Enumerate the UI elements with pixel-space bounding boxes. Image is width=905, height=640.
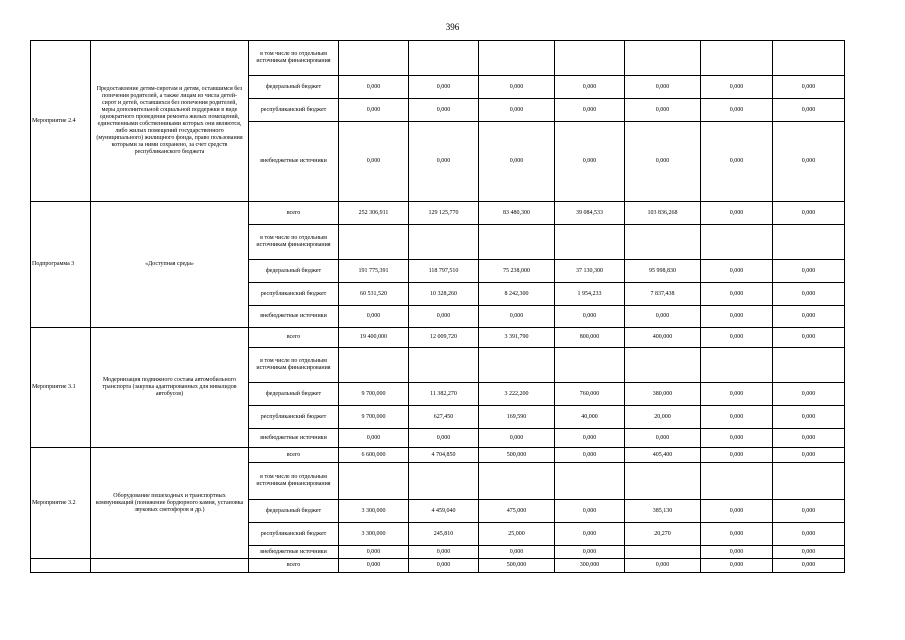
- amount-cell: 475,000: [479, 500, 555, 523]
- table-row: [31, 328, 845, 348]
- table-row: [31, 202, 845, 225]
- amount-cell: 0,000: [479, 429, 555, 448]
- amount-cell: 12 009,720: [409, 328, 479, 348]
- amount-cell: 0,000: [479, 306, 555, 328]
- amount-cell: 129 125,770: [409, 202, 479, 225]
- funding-source: федеральный бюджет: [249, 500, 339, 523]
- funding-source: внебюджетные источники: [249, 429, 339, 448]
- funding-source: республиканский бюджет: [249, 406, 339, 429]
- amount-cell: [339, 348, 409, 383]
- table-row: [31, 559, 845, 573]
- amount-cell: 0,000: [625, 122, 701, 202]
- amount-cell: 0,000: [479, 546, 555, 559]
- amount-cell: 83 480,300: [479, 202, 555, 225]
- amount-cell: [479, 463, 555, 500]
- amount-cell: 0,000: [701, 523, 773, 546]
- amount-cell: 0,000: [409, 306, 479, 328]
- amount-cell: 0,000: [701, 283, 773, 306]
- funding-source: республиканский бюджет: [249, 283, 339, 306]
- amount-cell: 0,000: [773, 500, 845, 523]
- amount-cell: 0,000: [625, 559, 701, 573]
- funding-source: в том числе по отдельным источникам финансирования: [249, 41, 339, 76]
- amount-cell: 500,000: [479, 559, 555, 573]
- amount-cell: 0,000: [701, 559, 773, 573]
- amount-cell: [701, 463, 773, 500]
- amount-cell: 169,590: [479, 406, 555, 429]
- funding-source: федеральный бюджет: [249, 76, 339, 99]
- amount-cell: [339, 41, 409, 76]
- amount-cell: 0,000: [701, 546, 773, 559]
- amount-cell: 75 238,000: [479, 260, 555, 283]
- amount-cell: 4 704,850: [409, 448, 479, 463]
- amount-cell: 0,000: [409, 99, 479, 122]
- amount-cell: 0,000: [555, 122, 625, 202]
- amount-cell: 0,000: [479, 76, 555, 99]
- amount-cell: 0,000: [555, 523, 625, 546]
- amount-cell: 0,000: [339, 559, 409, 573]
- amount-cell: [625, 225, 701, 260]
- amount-cell: 0,000: [701, 383, 773, 406]
- amount-cell: 3 391,790: [479, 328, 555, 348]
- amount-cell: 300,000: [555, 559, 625, 573]
- amount-cell: 405,400: [625, 448, 701, 463]
- amount-cell: 60 531,520: [339, 283, 409, 306]
- amount-cell: 0,000: [339, 76, 409, 99]
- section-name: Подпрограмма 3: [31, 202, 91, 328]
- funding-source: внебюджетные источники: [249, 306, 339, 328]
- amount-cell: [701, 348, 773, 383]
- amount-cell: 0,000: [701, 260, 773, 283]
- amount-cell: 95 998,830: [625, 260, 701, 283]
- amount-cell: 0,000: [773, 283, 845, 306]
- amount-cell: 19 400,000: [339, 328, 409, 348]
- amount-cell: 0,000: [773, 99, 845, 122]
- amount-cell: 0,000: [773, 523, 845, 546]
- amount-cell: 0,000: [409, 122, 479, 202]
- amount-cell: 0,000: [773, 448, 845, 463]
- amount-cell: 20,270: [625, 523, 701, 546]
- amount-cell: [479, 348, 555, 383]
- amount-cell: 103 836,268: [625, 202, 701, 225]
- amount-cell: 0,000: [773, 122, 845, 202]
- amount-cell: [555, 225, 625, 260]
- amount-cell: 380,000: [625, 383, 701, 406]
- amount-cell: 0,000: [773, 328, 845, 348]
- amount-cell: 0,000: [773, 546, 845, 559]
- amount-cell: 0,000: [773, 429, 845, 448]
- amount-cell: 800,000: [555, 328, 625, 348]
- section-description: Предоставление детям-сиротам и детям, оставшимся без попечения родителей, а также лицам из числа детей-сирот и детей, оставшихся без попечения родителей, меры дополнительной социальной поддержки в виде однократного проведения ремонта жилых помещений, единственными собственниками которых они являются, либо жилых помещений государственного (муниципального) жилищного фонда, право пользования которыми за ними сохранено, за счет средств республиканского бюджета: [91, 41, 249, 202]
- amount-cell: 245,810: [409, 523, 479, 546]
- amount-cell: 252 306,911: [339, 202, 409, 225]
- amount-cell: 20,000: [625, 406, 701, 429]
- funding-source: республиканский бюджет: [249, 523, 339, 546]
- amount-cell: [625, 348, 701, 383]
- amount-cell: 0,000: [555, 99, 625, 122]
- budget-table: [30, 40, 845, 573]
- table-row: [31, 448, 845, 463]
- amount-cell: 0,000: [773, 260, 845, 283]
- amount-cell: 0,000: [409, 76, 479, 99]
- amount-cell: 0,000: [701, 306, 773, 328]
- amount-cell: [773, 348, 845, 383]
- amount-cell: 118 797,510: [409, 260, 479, 283]
- amount-cell: 385,130: [625, 500, 701, 523]
- amount-cell: [773, 41, 845, 76]
- amount-cell: 500,000: [479, 448, 555, 463]
- amount-cell: 0,000: [555, 500, 625, 523]
- amount-cell: 9 700,000: [339, 406, 409, 429]
- amount-cell: 0,000: [409, 546, 479, 559]
- amount-cell: 6 600,000: [339, 448, 409, 463]
- amount-cell: 0,000: [701, 76, 773, 99]
- section-name: Мероприятие 2.4: [31, 41, 91, 202]
- amount-cell: [555, 348, 625, 383]
- amount-cell: 0,000: [701, 328, 773, 348]
- amount-cell: 0,000: [701, 500, 773, 523]
- amount-cell: 3 222,200: [479, 383, 555, 406]
- amount-cell: [555, 463, 625, 500]
- funding-source: всего: [249, 559, 339, 573]
- amount-cell: 37 130,300: [555, 260, 625, 283]
- amount-cell: 0,000: [479, 99, 555, 122]
- amount-cell: 0,000: [339, 99, 409, 122]
- amount-cell: 0,000: [701, 406, 773, 429]
- amount-cell: 0,000: [339, 306, 409, 328]
- amount-cell: [409, 348, 479, 383]
- funding-source: федеральный бюджет: [249, 383, 339, 406]
- amount-cell: 191 775,391: [339, 260, 409, 283]
- amount-cell: 7 837,438: [625, 283, 701, 306]
- amount-cell: 0,000: [625, 76, 701, 99]
- amount-cell: [773, 225, 845, 260]
- amount-cell: [625, 546, 701, 559]
- amount-cell: 8 242,300: [479, 283, 555, 306]
- amount-cell: 10 328,260: [409, 283, 479, 306]
- funding-source: внебюджетные источники: [249, 546, 339, 559]
- amount-cell: 0,000: [773, 76, 845, 99]
- amount-cell: 3 300,000: [339, 523, 409, 546]
- amount-cell: 4 459,040: [409, 500, 479, 523]
- amount-cell: 11 382,270: [409, 383, 479, 406]
- amount-cell: [701, 41, 773, 76]
- amount-cell: 0,000: [339, 429, 409, 448]
- funding-source: внебюджетные источники: [249, 122, 339, 202]
- amount-cell: [625, 463, 701, 500]
- amount-cell: 0,000: [701, 99, 773, 122]
- amount-cell: 0,000: [479, 122, 555, 202]
- section-description: Оборудование пешеходных и транспортных коммуникаций (понижение бордюрного камня, установка звуковых светофоров и др.): [91, 448, 249, 559]
- funding-source: федеральный бюджет: [249, 260, 339, 283]
- amount-cell: 39 084,533: [555, 202, 625, 225]
- amount-cell: 0,000: [339, 122, 409, 202]
- section-description: Модернизация подвижного состава автомобильного транспорта (закупка адаптированных для инвалидов автобусов): [91, 328, 249, 448]
- amount-cell: [409, 463, 479, 500]
- amount-cell: 0,000: [773, 202, 845, 225]
- amount-cell: 627,450: [409, 406, 479, 429]
- amount-cell: 400,000: [625, 328, 701, 348]
- amount-cell: 0,000: [625, 306, 701, 328]
- funding-source: всего: [249, 202, 339, 225]
- amount-cell: 25,000: [479, 523, 555, 546]
- amount-cell: [409, 225, 479, 260]
- amount-cell: [625, 41, 701, 76]
- amount-cell: 0,000: [773, 306, 845, 328]
- funding-source: в том числе по отдельным источникам финансирования: [249, 463, 339, 500]
- amount-cell: 0,000: [701, 429, 773, 448]
- funding-source: республиканский бюджет: [249, 99, 339, 122]
- amount-cell: 0,000: [555, 429, 625, 448]
- section-name: Мероприятие 3.1: [31, 328, 91, 448]
- amount-cell: 0,000: [555, 546, 625, 559]
- funding-source: всего: [249, 328, 339, 348]
- funding-source: в том числе по отдельным источникам финансирования: [249, 225, 339, 260]
- amount-cell: [479, 41, 555, 76]
- amount-cell: 0,000: [625, 429, 701, 448]
- amount-cell: 0,000: [701, 448, 773, 463]
- section-name: [31, 559, 91, 573]
- amount-cell: [339, 463, 409, 500]
- funding-source: всего: [249, 448, 339, 463]
- amount-cell: 1 954,233: [555, 283, 625, 306]
- amount-cell: 0,000: [555, 448, 625, 463]
- amount-cell: [339, 225, 409, 260]
- page-number: 396: [445, 22, 460, 32]
- amount-cell: 0,000: [773, 559, 845, 573]
- funding-source: в том числе по отдельным источникам финансирования: [249, 348, 339, 383]
- amount-cell: 40,000: [555, 406, 625, 429]
- amount-cell: 0,000: [773, 383, 845, 406]
- amount-cell: [479, 225, 555, 260]
- table-row: [31, 41, 845, 76]
- amount-cell: 760,000: [555, 383, 625, 406]
- section-description: «Доступная среда»: [91, 202, 249, 328]
- amount-cell: 0,000: [409, 429, 479, 448]
- amount-cell: 0,000: [773, 406, 845, 429]
- amount-cell: 0,000: [701, 202, 773, 225]
- amount-cell: 0,000: [339, 546, 409, 559]
- amount-cell: [773, 463, 845, 500]
- amount-cell: 9 700,000: [339, 383, 409, 406]
- amount-cell: [555, 41, 625, 76]
- amount-cell: 0,000: [409, 559, 479, 573]
- section-name: Мероприятие 3.2: [31, 448, 91, 559]
- amount-cell: 0,000: [625, 99, 701, 122]
- amount-cell: [409, 41, 479, 76]
- amount-cell: [701, 225, 773, 260]
- amount-cell: 0,000: [701, 122, 773, 202]
- amount-cell: 0,000: [555, 76, 625, 99]
- section-description: [91, 559, 249, 573]
- amount-cell: 0,000: [555, 306, 625, 328]
- amount-cell: 3 300,000: [339, 500, 409, 523]
